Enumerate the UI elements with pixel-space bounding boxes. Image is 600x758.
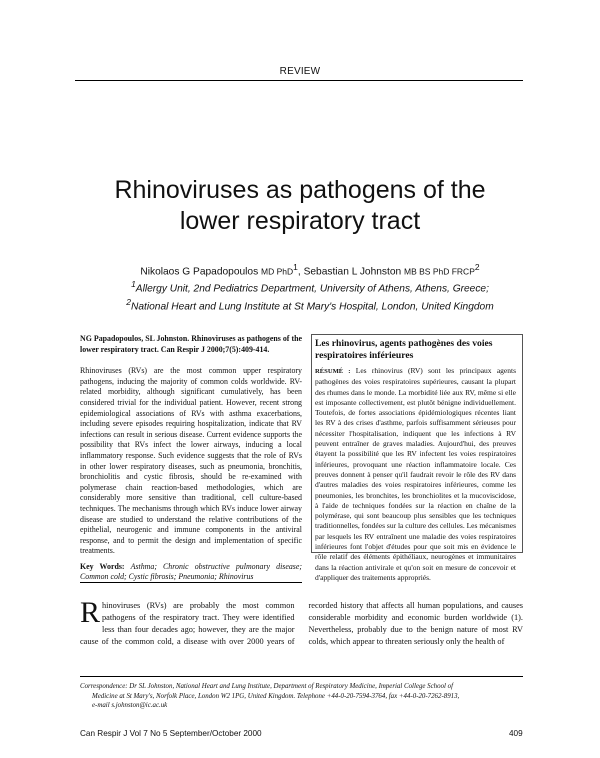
affiliation-sup: 1 — [131, 279, 136, 290]
affiliation-text: National Heart and Lung Institute at St Mary's Hospital, London, United Kingdom — [131, 301, 494, 313]
title-line-1: Rhinoviruses as pathogens of the — [114, 176, 486, 204]
correspondence-line-2: Medicine at St Mary's, Norfolk Place, London W2 1PG, United Kingdom. Telephone +44-0-20-7594-3764, fax +44-0-20-7262-8913, — [92, 692, 460, 700]
author-name: Sebastian L Johnston — [303, 266, 402, 278]
article-title — [75, 175, 525, 237]
affiliation-text: Allergy Unit, 2nd Pediatrics Department, University of Athens, Athens, Greece; — [135, 283, 489, 295]
body-paragraph-text: hinoviruses (RVs) are probably the most common pathogens of the respiratory tract. They were identified less than four decades ago; however, they are the major cause of the common cold, a disease with over 2000 years of recorded history that affects all human populations, and causes considerable morbidity and economic burden worldwide (1). Nevertheless, probably due to the benign nature of most RV colds, which appear to threaten seriously only the health of — [80, 601, 523, 646]
affiliation-2 — [100, 296, 520, 313]
french-abstract-box — [311, 334, 523, 582]
abstract-text: Rhinoviruses (RVs) are the most common upper respiratory pathogens, inducing the majority of common colds worldwide. RV-related morbidity, although significant cumulatively, has been considered trivial for the individual patient. However, recent strong epidemiological associations of RVs with asthma exacerbations, including severe episodes requiring hospitalization, indicate that RV infections can result in serious disease. Current evidence supports the possibility that RVs infect the lower airways, inducing a local inflammatory response. Such evidence suggests that the role of RVs in other lower respiratory diseases, such as pneumonia, bronchitis, bronchiolitis and cystic fibrosis, should be re-examined with polymerase chain reaction-based methodologies, which are considerably more sensitive than traditional, cell culture-based techniques. The mechanisms through which RVs induce lower airway disease are studied to understand the relative contributions of the epithelial, neurogenic and immune components in the antiviral response, and to permit the design and implementation of specific treatments. — [80, 366, 302, 556]
title-line-2: lower respiratory tract — [179, 207, 421, 235]
affiliation-sup: 2 — [126, 296, 132, 307]
author-degree: MD PhD — [261, 266, 294, 277]
author-name: Nikolaos G Papadopoulos — [140, 266, 259, 278]
author-sup: 2 — [474, 262, 480, 272]
correspondence-line-3: e-mail s.johnston@ic.ac.uk — [92, 702, 168, 709]
section-label: REVIEW — [279, 66, 321, 77]
correspondence-rule — [80, 676, 523, 677]
correspondence-line-1: Correspondence: Dr SL Johnston, National Heart and Lung Institute, Department of Respiratory Medicine, Imperial College School of — [80, 683, 454, 690]
author-sup: 1 — [293, 262, 298, 272]
keywords-text: Asthma; Chronic obstructive pulmonary disease; Common cold; Cystic fibrosis; Pneumonia; Rhinovirus — [80, 561, 302, 582]
page-number: 409 — [509, 729, 523, 738]
english-abstract-column — [80, 334, 302, 583]
header-rule — [75, 80, 523, 81]
abstract-rule — [80, 582, 302, 583]
correspondence — [80, 682, 530, 711]
french-abstract — [315, 366, 516, 583]
french-title: Les rhinovirus, agents pathogènes des voies respiratoires inférieures — [315, 338, 493, 361]
citation: NG Papadopoulos, SL Johnston. Rhinoviruses as pathogens of the lower respiratory tract. Can Respir J 2000;7(5):409-414. — [80, 334, 302, 354]
resume-label: RÉSUMÉ : — [315, 368, 351, 375]
keywords-label: Key Words: — [80, 561, 125, 571]
author-block — [100, 261, 520, 313]
body-paragraph — [80, 596, 523, 648]
keywords — [80, 562, 302, 583]
resume-text: Les rhinovirus (RV) sont les principaux agents pathogènes des voies respiratoires supérieures, causant la plupart des rhumes dans le monde. La morbidité liée aux RV, même si elle est imposante collectivement, est plutôt bénigne individuellement. Toutefois, de fortes associations épidémiologiques récentes liant les RV à des crises d'asthme, parfois suffisamment sérieuses pour nécessiter l'hospitalisation, indiquent que les infections à RV peuvent entraîner de graves maladies. Aujourd'hui, des preuves étayent la possibilité que les RV infectent les voies respiratoires inférieures, provoquant une réaction inflammatoire locale. Ces preuves donnent à penser qu'il faudrait revoir le rôle des RV dans d'autres maladies des voies respiratoires inférieures, comme les pneumonies, les bronchites, les bronchiolites et la mucoviscidose, à l'aide de techniques fondées sur la réaction en chaîne de la polymérase, qui sont beaucoup plus sensibles que les techniques traditionnelles, fondées sur la culture des cellules. Les mécanismes par lesquels les RV entraînent une maladie des voies respiratoires inférieures font l'objet d'études pour que soit mis en évidence le rôle relatif des éléments épithéliaux, neurogènes et immunitaires dans la réaction antivirale et qu'on soit en mesure de concevoir et d'appliquer des traitements appropriés. — [315, 366, 517, 582]
author-line: Nikolaos G Papadopoulos MD PhD$^1$, Sebastian L Johnston MB BS PhD FRCP$^2$ — [140, 262, 480, 278]
journal-footer: Can Respir J Vol 7 No 5 September/October 2000 — [80, 729, 262, 738]
author-degree: MB BS PhD FRCP — [404, 266, 475, 277]
affiliation-1 — [100, 278, 520, 295]
drop-cap: R — [80, 596, 101, 629]
body-text — [80, 596, 523, 672]
